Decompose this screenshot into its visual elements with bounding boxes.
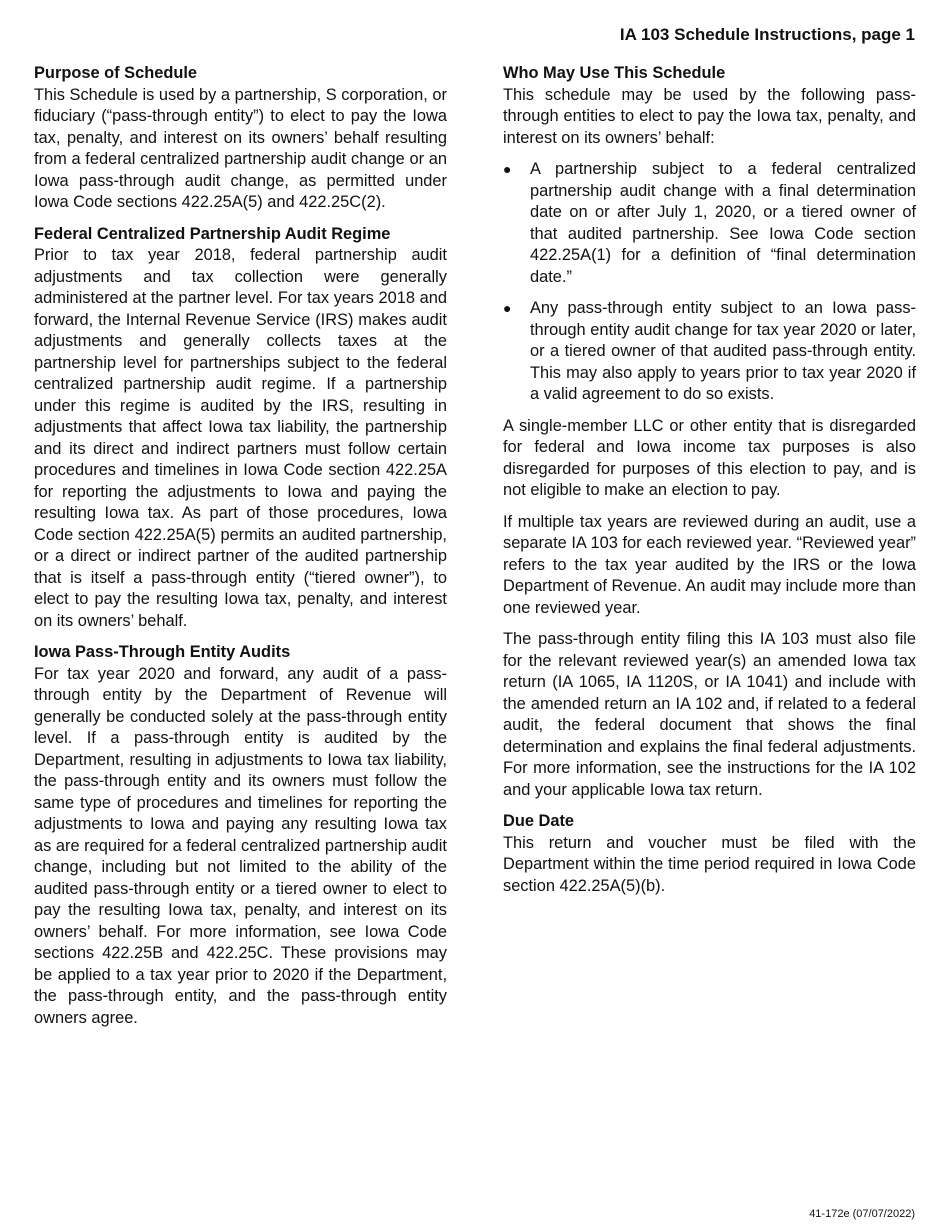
bullet-icon: ● [503, 300, 512, 316]
section-paragraph: This Schedule is used by a partnership, S corporation, or fiduciary (“pass-through entity”) to elect to pay the Iowa tax, penalty, and interest on its owners’ behalf resulting from a federal centralized partnership audit change or an Iowa pass-through audit change, as permitted under Iowa Code sections 422.25A(5) and 422.25C(2). [34, 85, 447, 211]
section-paragraph: This return and voucher must be filed with the Department within the time period required in Iowa Code section 422.25A(5)(b). [503, 833, 916, 895]
eligibility-list [503, 159, 916, 406]
section-paragraph: Prior to tax year 2018, federal partnership audit adjustments and tax collection were generally administered at the partner level. For tax years 2018 and forward, the Internal Revenue Service (IRS) makes audit adjustments and generally collects taxes at the partnership level for partnerships subject to the federal centralized partnership audit regime. If a partnership under this regime is audited by the IRS, resulting in adjustments that affect Iowa tax liability, the partnership and its direct and indirect partners must follow certain procedures and timelines in Iowa Code section 422.25A for reporting the adjustments to Iowa and paying the resulting Iowa tax. As part of those procedures, Iowa Code section 422.25A(5) permits an audited partnership, or a direct or indirect partner of the audited partnership that is itself a pass-through entity (“tiered owner”), to elect to pay the resulting Iowa tax, penalty, and interest on its owners’ behalf. [34, 246, 447, 630]
section-heading: Due Date [503, 812, 575, 830]
section-due-date [503, 811, 916, 897]
section-heading: Federal Centralized Partnership Audit Regime [34, 224, 391, 243]
form-code: 41-172e (07/07/2022) [809, 1208, 915, 1220]
section-iowa-audits [34, 642, 447, 1029]
page-title: IA 103 Schedule Instructions, page 1 [619, 25, 915, 44]
section-paragraph: This schedule may be used by the following pass-through entities to elect to pay the Iowa tax, penalty, and interest on its owners’ behalf: [503, 85, 916, 147]
section-heading: Who May Use This Schedule [503, 64, 726, 82]
list-item-text: Any pass-through entity subject to an Iowa pass-through entity audit change for tax year 2020 or later, or a tiered owner of that audited pass-through entity. This may also apply to years prior to tax year 2020 if a valid agreement to do so exists. [530, 299, 916, 403]
section-purpose [34, 63, 447, 214]
section-federal-audit-regime [34, 224, 447, 633]
section-paragraph: A single-member LLC or other entity that is disregarded for federal and Iowa income tax purposes is also disregarded for purposes of this election to pay, and is not eligible to make an election to pay. [503, 416, 916, 499]
right-column [503, 63, 916, 907]
section-heading: Purpose of Schedule [34, 64, 198, 82]
bullet-icon: ● [503, 161, 512, 177]
list-item [503, 298, 916, 406]
section-paragraph: If multiple tax years are reviewed during an audit, use a separate IA 103 for each reviewed year. “Reviewed year” refers to the tax year audited by the IRS or the Iowa Department of Revenue. An audit may include more than one reviewed year. [503, 512, 916, 617]
list-item-text: A partnership subject to a federal centralized partnership audit change with a final determination date on or after July 1, 2020, or a tiered owner of that audited partnership. See Iowa Code section 422.25A(1) for a definition of “final determination date.” [530, 160, 916, 286]
section-paragraph: The pass-through entity filing this IA 103 must also file for the relevant reviewed year(s) an amended Iowa tax return (IA 1065, IA 1120S, or IA 1041) and include with the amended return an IA 102 and, if related to a federal audit, the federal document that shows the final determination and explains the final federal adjustments. For more information, see the instructions for the IA 102 and your applicable Iowa tax return. [503, 630, 916, 799]
left-column [34, 63, 447, 1039]
section-heading: Iowa Pass-Through Entity Audits [34, 643, 291, 661]
section-paragraph: For tax year 2020 and forward, any audit of a pass-through entity by the Department of Revenue will generally be conducted solely at the pass-through entity level. If a pass-through entity is audited by the Department, resulting in adjustments to Iowa tax liability, the pass-through entity and its owners must follow the same type of procedures and timelines for reporting the adjustments to Iowa and paying any resulting Iowa tax as are required for a federal centralized partnership audit change, including but not limited to the ability of the audited pass-through entity or a tiered owner to elect to pay the resulting Iowa tax, penalty, and interest on its owners’ behalf. For more information, see Iowa Code sections 422.25B and 422.25C. These provisions may be applied to a tax year prior to 2020 if the Department, the pass-through entity, and the pass-through entity owners agree. [34, 664, 447, 1027]
list-item [503, 159, 916, 288]
section-who-may-use [503, 63, 916, 801]
